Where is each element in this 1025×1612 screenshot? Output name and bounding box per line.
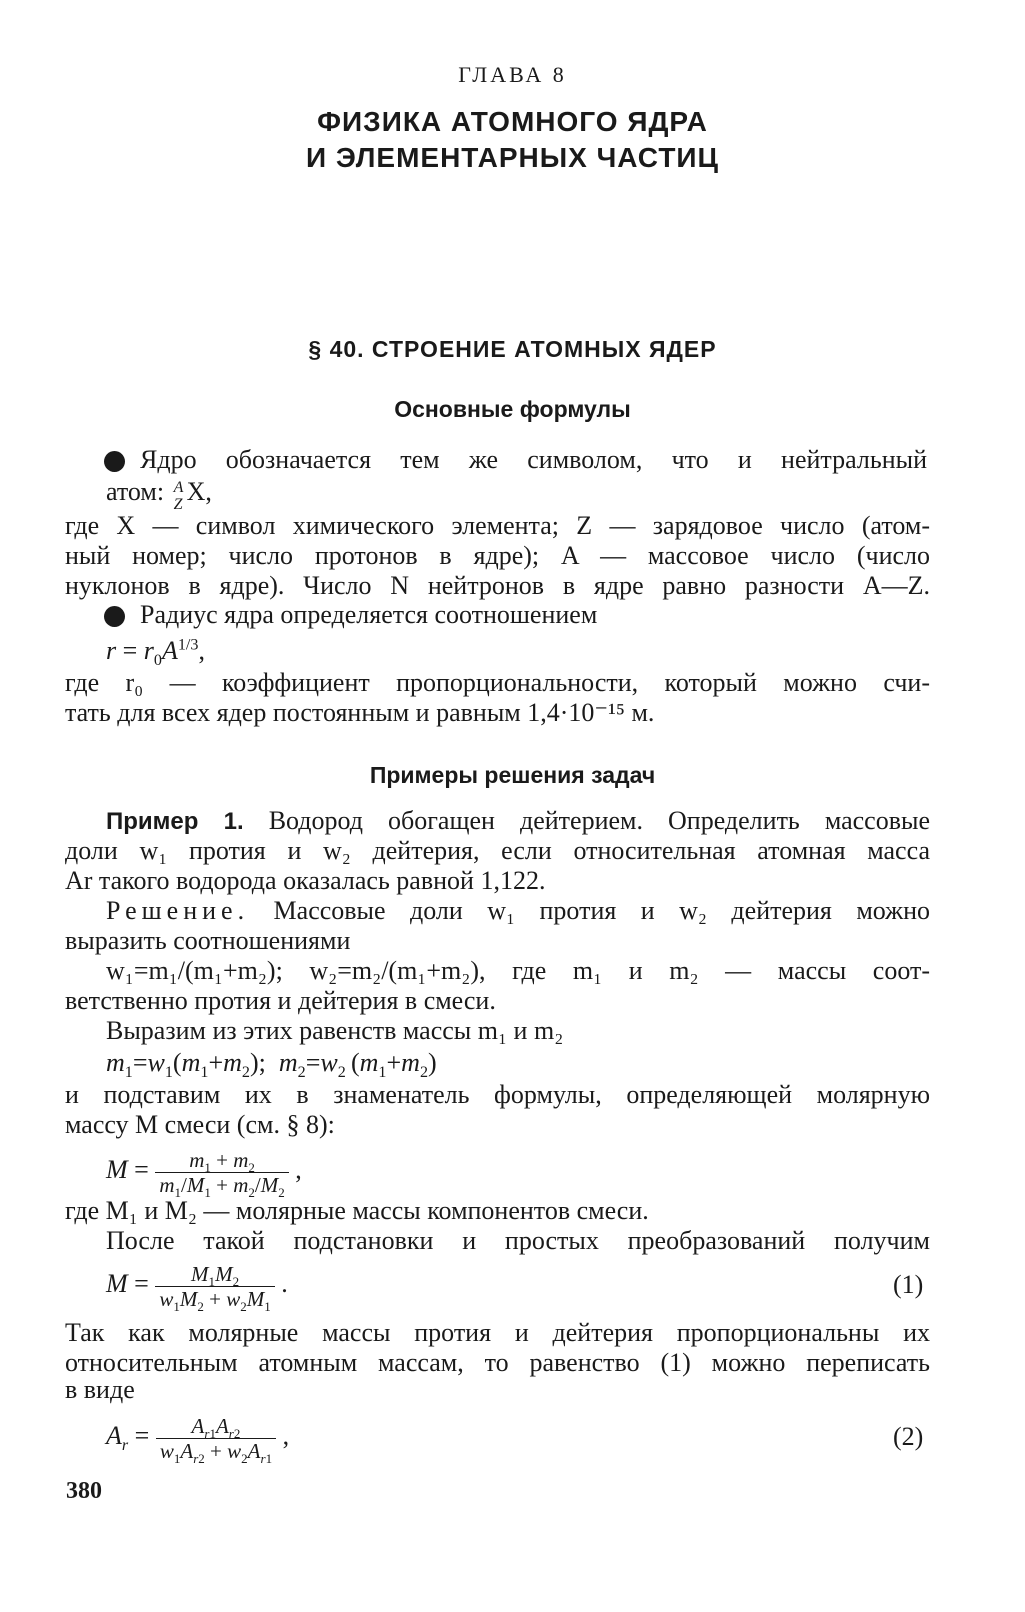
equation-1: M = $\frac{M_1M_2}{w_1M_2 + w_2M_1}$ . bbox=[106, 1261, 288, 1314]
chapter-title bbox=[0, 104, 1025, 176]
solution-line5: Выразим из этих равенств массы m₁ и m₂ bbox=[106, 1016, 564, 1045]
solution-line10: Так как молярные массы протия и дейтерия пропорциональны их bbox=[65, 1318, 930, 1347]
solution-line6: и подставим их в знаменатель формулы, определяющей молярную bbox=[65, 1080, 930, 1109]
bullet-icon bbox=[104, 451, 125, 472]
example1-line1 bbox=[106, 806, 930, 837]
molar-mass-formula: M = $\frac{m_1 + m_2}{m_1/M_1 + m_2/M_2}$ , bbox=[106, 1147, 302, 1200]
equation-1-number: (1) bbox=[893, 1270, 924, 1299]
mass-equations: $m_1=w_1(m_1+m_2)$; $m_2=w_2$ $(m_1+m_2)$ bbox=[106, 1048, 437, 1082]
formula2-line4: тать для всех ядер постоянным и равным 1,4·10⁻¹⁵ м. bbox=[65, 698, 655, 727]
page-number: 380 bbox=[66, 1478, 102, 1504]
solution-line7: массу M смеси (см. § 8): bbox=[65, 1110, 335, 1139]
section-title: § 40. СТРОЕНИЕ АТОМНЫХ ЯДЕР bbox=[308, 336, 717, 362]
chapter-label: ГЛАВА 8 bbox=[458, 62, 567, 87]
formula2-line1: Радиус ядра определяется соотношением bbox=[140, 600, 598, 629]
example1-label: Пример 1. bbox=[106, 808, 244, 835]
equation-2-fraction: $\frac{A_{r1}A_{r2}}{w_1A_{r2} + w_2A_{r1}}$ bbox=[156, 1414, 276, 1463]
solution-line12: в виде bbox=[65, 1375, 135, 1404]
chapter-title-line2: И ЭЛЕМЕНТАРНЫХ ЧАСТИЦ bbox=[305, 142, 720, 173]
nuclide-notation: A Z bbox=[173, 479, 184, 513]
formula1-line2: атом: A Z X, bbox=[106, 477, 212, 513]
equation-2-number: (2) bbox=[893, 1422, 924, 1451]
formula1-line5: нуклонов в ядре). Число N нейтронов в ядре равно разности A—Z. bbox=[65, 571, 930, 600]
solution-text: Массовые доли w₁ протия и w₂ дейтерия можно bbox=[273, 896, 931, 925]
solution-line1 bbox=[106, 896, 930, 926]
example1-line3: Ar такого водорода оказалась равной 1,122. bbox=[65, 866, 546, 895]
solution-line8: где M₁ и M₂ — молярные массы компонентов смеси. bbox=[65, 1196, 649, 1225]
example1-text: Водород обогащен дейтерием. Определить массовые bbox=[268, 806, 931, 835]
equation-1-fraction: $\frac{M_1M_2}{w_1M_2 + w_2M_1}$ bbox=[155, 1262, 274, 1311]
formulas-heading: Основные формулы bbox=[394, 396, 631, 422]
solution-line11: относительным атомным массам, то равенство (1) можно переписать bbox=[65, 1348, 930, 1377]
example1-line2: доли w₁ протия и w₂ дейтерия, если относительная атомная масса bbox=[65, 836, 930, 865]
equation-2: $A_r$ = $\frac{A_{r1}A_{r2}}{w_1A_{r2} + w_2A_{r1}}$ , bbox=[106, 1413, 290, 1466]
solution-line4: ветственно протия и дейтерия в смеси. bbox=[65, 986, 496, 1015]
solution-line3: w₁=m₁/(m₁+m₂); w₂=m₂/(m₁+m₂), где m₁ и m₂ — массы соот- bbox=[106, 956, 930, 985]
solution-line2: выразить соотношениями bbox=[65, 926, 351, 955]
formula2-line3: где r₀ — коэффициент пропорциональности, который можно счи- bbox=[65, 668, 930, 697]
radius-formula: $r = r_0A^{1/3}$, bbox=[106, 636, 205, 670]
formula1-atom-label: атом: bbox=[106, 477, 165, 506]
bullet-icon bbox=[104, 606, 125, 627]
solution-label: Решение. bbox=[106, 896, 250, 925]
molar-mass-fraction: $\frac{m_1 + m_2}{m_1/M_1 + m_2/M_2}$ bbox=[155, 1148, 288, 1197]
formula1-line4: ный номер; число протонов в ядре); A — массовое число (число bbox=[65, 541, 930, 570]
chapter-title-line1: ФИЗИКА АТОМНОГО ЯДРА bbox=[317, 106, 708, 137]
formula1-line1: Ядро обозначается тем же символом, что и нейтральный bbox=[140, 445, 927, 474]
formula1-line3: где X — символ химического элемента; Z — зарядовое число (атом- bbox=[65, 511, 930, 540]
solution-line9: После такой подстановки и простых преобразований получим bbox=[106, 1226, 930, 1255]
examples-heading: Примеры решения задач bbox=[369, 762, 656, 788]
